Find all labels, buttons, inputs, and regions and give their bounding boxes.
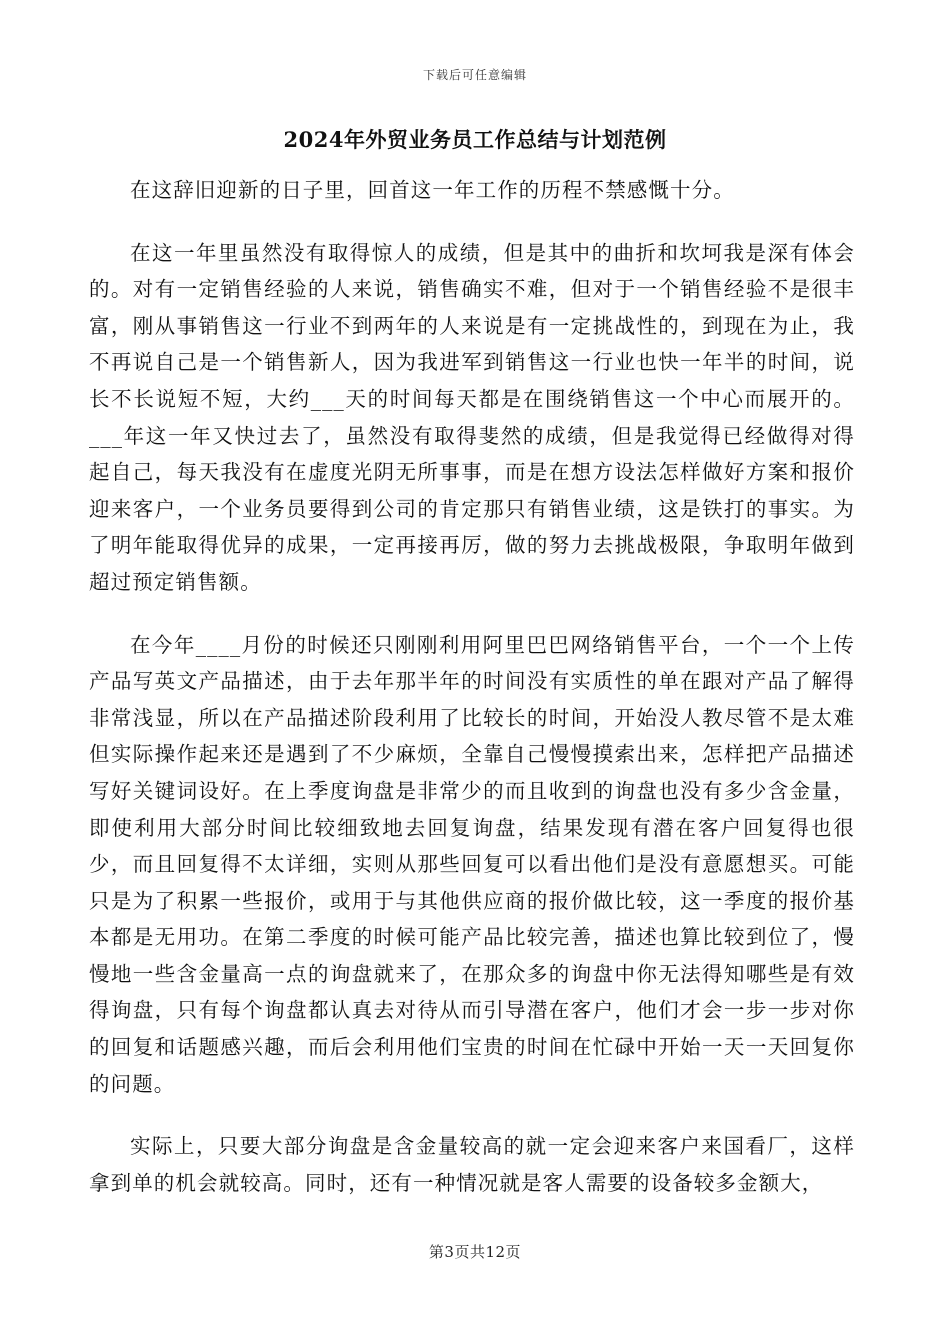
page-number: 第3页共12页: [428, 1243, 522, 1261]
paragraph-intro: 在这辞旧迎新的日子里，回首这一年工作的历程不禁感慨十分。: [130, 178, 735, 202]
paragraph-inquiries: 实际上，只要大部分询盘是含金量较高的就一定会迎来客户来国看厂，这样拿到单的机会就较高。同时，还有一种情况就是客人需要的设备较多金额大，: [89, 1134, 855, 1195]
header-note: 下载后可任意编辑: [422, 68, 527, 82]
document-body: [89, 172, 855, 1227]
paragraph-year-review: 在这一年里虽然没有取得惊人的成绩，但是其中的曲折和坎坷我是深有体会的。对有一定销售经验的人来说，销售确实不难，但对于一个销售经验不是很丰富，刚从事销售这一行业不到两年的人来说是有一定挑战性的，到现在为止，我不再说自己是一个销售新人，因为我进军到销售这一行业也快一年半的时间，说长不长说短不短，大约___天的时间每天都是在围绕销售这一个中心而展开的。___年这一年又快过去了，虽然没有取得斐然的成绩，但是我觉得已经做得对得起自己，每天我没有在虚度光阴无所事事，而是在想方设法怎样做好方案和报价迎来客户，一个业务员要得到公司的肯定那只有销售业绩，这是铁打的事实。为了明年能取得优异的成果，一定再接再厉，做的努力去挑战极限，争取明年做到超过预定销售额。: [89, 240, 855, 594]
document-title: 2024年外贸业务员工作总结与计划范例: [283, 127, 667, 152]
paragraph-alibaba-platform: 在今年____月份的时候还只刚刚利用阿里巴巴网络销售平台，一个一个上传产品写英文产品描述，由于去年那半年的时间没有实质性的单在跟对产品了解得非常浅显，所以在产品描述阶段利用了比较长的时间，开始没人教尽管不是太难但实际操作起来还是遇到了不少麻烦，全靠自己慢慢摸索出来，怎样把产品描述写好关键词设好。在上季度询盘是非常少的而且收到的询盘也没有多少含金量，即使利用大部分时间比较细致地去回复询盘，结果发现有潜在客户回复得也很少，而且回复得不太详细，实则从那些回复可以看出他们是没有意愿想买。可能只是为了积累一些报价，或用于与其他供应商的报价做比较，这一季度的报价基本都是无用功。在第二季度的时候可能产品比较完善，描述也算比较到位了，慢慢地一些含金量高一点的询盘就来了，在那众多的询盘中你无法得知哪些是有效得询盘，只有每个询盘都认真去对待从而引导潜在客户，他们才会一步一步对你的回复和话题感兴趣，而后会利用他们宝贵的时间在忙碌中开始一天一天回复你的问题。: [89, 632, 855, 1096]
